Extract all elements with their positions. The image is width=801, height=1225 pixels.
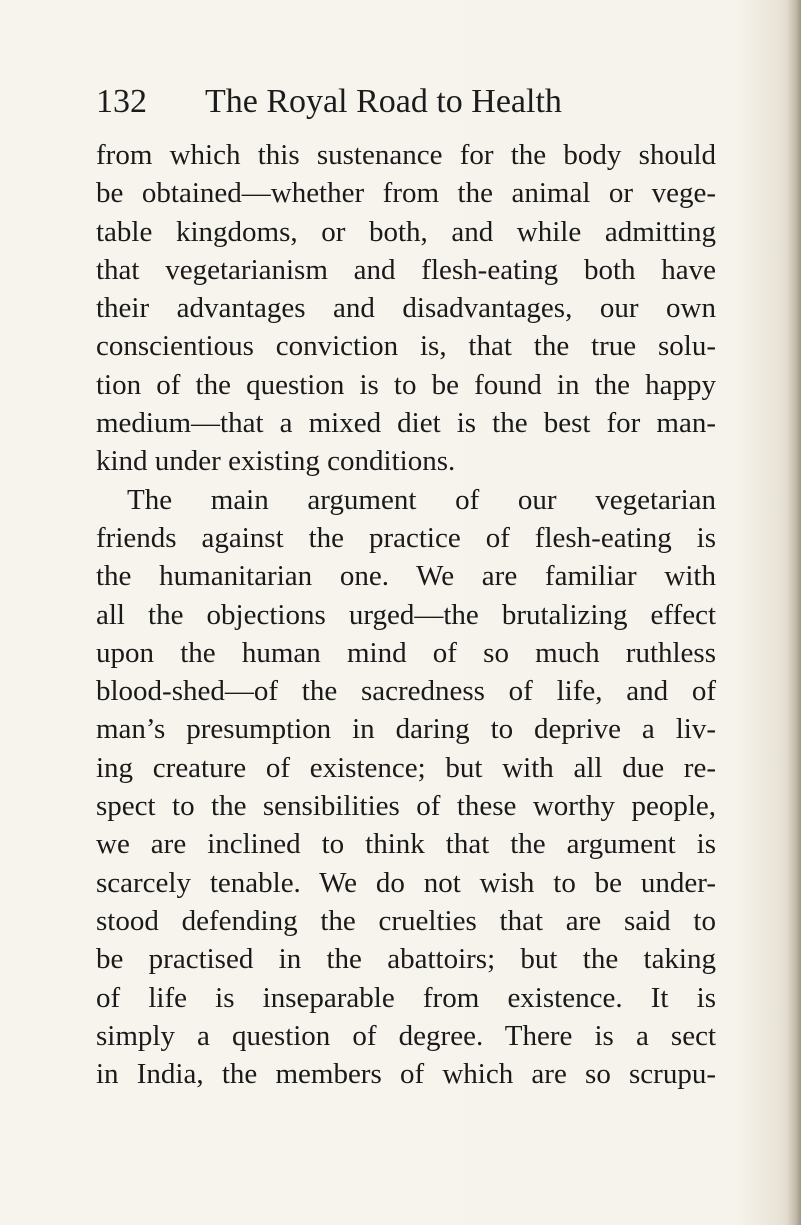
text-line: ing creature of existence; but with all due re- (96, 751, 716, 784)
text-line: spect to the sensibilities of these worthy people, (96, 790, 716, 823)
text-line: kind under existing conditions. (96, 445, 456, 478)
text-line: in India, the members of which are so scrupu- (96, 1058, 716, 1091)
text-line: friends against the practice of flesh-eating is (96, 521, 716, 554)
text-line: upon the human mind of so much ruthless (96, 636, 716, 669)
text-line: all the objections urged—the brutalizing effect (96, 598, 716, 631)
text-line: the humanitarian one. We are familiar with (96, 560, 716, 593)
page-number: 132 (96, 83, 147, 120)
text-line: conscientious conviction is, that the true solu- (96, 330, 716, 363)
body-text (96, 136, 716, 1093)
text-line: be obtained—whether from the animal or vege- (96, 177, 716, 210)
text-line: that vegetarianism and flesh-eating both have (96, 253, 716, 286)
text-line: medium—that a mixed diet is the best for man- (96, 407, 716, 440)
text-line: blood-shed—of the sacredness of life, and of (96, 675, 716, 708)
text-line: from which this sustenance for the body should (96, 139, 716, 171)
text-line: be practised in the abattoirs; but the taking (96, 943, 716, 976)
paragraph-first-line: The main argument of our vegetarian (127, 483, 716, 516)
page-edge-shadow (787, 0, 801, 1225)
running-title: The Royal Road to Health (205, 83, 562, 120)
text-line: table kingdoms, or both, and while admitting (96, 215, 716, 248)
text-line: of life is inseparable from existence. It is (96, 981, 716, 1014)
text-line: we are inclined to think that the argument is (96, 828, 716, 861)
text-line: stood defending the cruelties that are said to (96, 904, 716, 937)
running-head (96, 80, 716, 124)
text-line: simply a question of degree. There is a sect (96, 1019, 716, 1052)
text-line: their advantages and disadvantages, our own (96, 292, 716, 325)
text-line: man’s presumption in daring to deprive a liv- (96, 713, 716, 746)
text-line: tion of the question is to be found in the happy (96, 368, 716, 401)
text-line: scarcely tenable. We do not wish to be under- (96, 866, 716, 899)
